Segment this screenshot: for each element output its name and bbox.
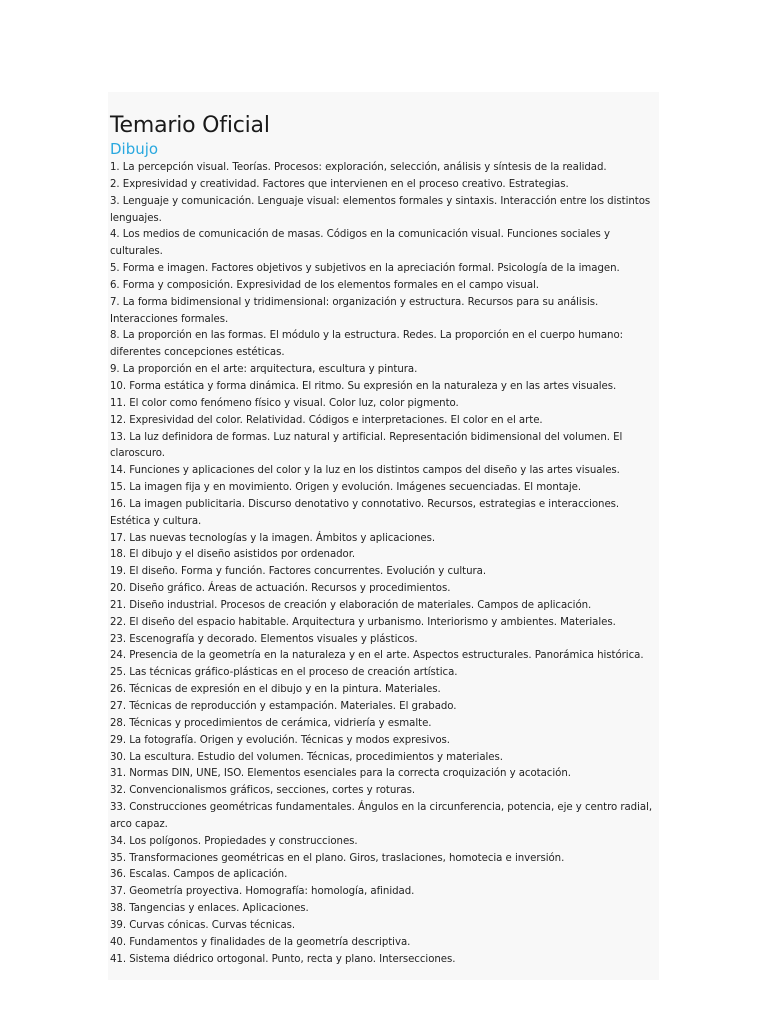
topic-item: 31. Normas DIN, UNE, ISO. Elementos esenciales para la correcta croquización y acotación. xyxy=(110,768,571,780)
topic-item: 21. Diseño industrial. Procesos de creación y elaboración de materiales. Campos de aplicación. xyxy=(110,599,592,611)
topic-item: 41. Sistema diédrico ortogonal. Punto, recta y plano. Intersecciones. xyxy=(110,953,456,965)
topic-item: 16. La imagen publicitaria. Discurso denotativo y connotativo. Recursos, estrategias e interacciones. Estética y cultura. xyxy=(110,498,620,527)
topic-item: 25. Las técnicas gráfico-plásticas en el proceso de creación artística. xyxy=(110,667,458,679)
document-subtitle: Dibujo xyxy=(110,140,159,158)
topic-item: 30. La escultura. Estudio del volumen. Técnicas, procedimientos y materiales. xyxy=(110,751,503,763)
topic-item: 34. Los polígonos. Propiedades y construcciones. xyxy=(110,835,358,847)
topic-item: 14. Funciones y aplicaciones del color y la luz en los distintos campos del diseño y las artes visuales. xyxy=(110,465,620,477)
topic-item: 6. Forma y composición. Expresividad de los elementos formales en el campo visual. xyxy=(110,279,539,291)
topic-item: 29. La fotografía. Origen y evolución. Técnicas y modos expresivos. xyxy=(110,734,450,746)
topic-item: 37. Geometría proyectiva. Homografía: homología, afinidad. xyxy=(110,886,415,898)
topic-item: 3. Lenguaje y comunicación. Lenguaje visual: elementos formales y sintaxis. Interacción entre los distintos lenguajes. xyxy=(110,195,651,224)
topic-item: 23. Escenografía y decorado. Elementos visuales y plásticos. xyxy=(110,633,418,645)
topic-item: 5. Forma e imagen. Factores objetivos y subjetivos en la apreciación formal. Psicología de la imagen. xyxy=(110,263,620,275)
topic-item: 4. Los medios de comunicación de masas. Códigos en la comunicación visual. Funciones sociales y culturales. xyxy=(110,229,610,258)
document-title: Temario Oficial xyxy=(110,113,270,138)
topic-item: 40. Fundamentos y finalidades de la geometría descriptiva. xyxy=(110,936,411,948)
topic-item: 11. El color como fenómeno físico y visual. Color luz, color pigmento. xyxy=(110,397,459,409)
topic-item: 17. Las nuevas tecnologías y la imagen. Ámbitos y aplicaciones. xyxy=(110,532,436,544)
topic-item: 7. La forma bidimensional y tridimensional: organización y estructura. Recursos para su análisis. Interacciones formales. xyxy=(110,296,599,325)
topic-item: 10. Forma estática y forma dinámica. El ritmo. Su expresión en la naturaleza y en las artes visuales. xyxy=(110,380,617,392)
topic-item: 38. Tangencias y enlaces. Aplicaciones. xyxy=(110,903,309,915)
topic-item: 22. El diseño del espacio habitable. Arquitectura y urbanismo. Interiorismo y ambientes. Materiales. xyxy=(110,616,616,628)
topic-item: 12. Expresividad del color. Relatividad. Códigos e interpretaciones. El color en el arte. xyxy=(110,414,543,426)
topic-item: 27. Técnicas de reproducción y estampación. Materiales. El grabado. xyxy=(110,701,457,712)
topic-item: 1. La percepción visual. Teorías. Procesos: exploración, selección, análisis y síntesis de la realidad. xyxy=(110,162,607,173)
topic-item: 2. Expresividad y creatividad. Factores que intervienen en el proceso creativo. Estrategias. xyxy=(110,178,569,190)
topic-item: 26. Técnicas de expresión en el dibujo y en la pintura. Materiales. xyxy=(110,684,441,696)
topic-item: 18. El dibujo y el diseño asistidos por ordenador. xyxy=(110,549,356,561)
topics-list xyxy=(110,160,659,969)
topic-item: 19. El diseño. Forma y función. Factores concurrentes. Evolución y cultura. xyxy=(110,566,487,578)
topic-item: 35. Transformaciones geométricas en el plano. Giros, traslaciones, homotecia e inversión. xyxy=(110,852,565,864)
topic-item: 9. La proporción en el arte: arquitectura, escultura y pintura. xyxy=(110,364,418,376)
topic-item: 39. Curvas cónicas. Curvas técnicas. xyxy=(110,919,296,931)
document-page xyxy=(108,92,659,980)
topic-item: 33. Construcciones geométricas fundamentales. Ángulos en la circunferencia, potencia, eje y centro radial, arco capaz. xyxy=(110,802,653,830)
topic-item: 15. La imagen fija y en movimiento. Origen y evolución. Imágenes secuenciadas. El montaje. xyxy=(110,482,582,494)
topic-item: 32. Convencionalismos gráficos, secciones, cortes y roturas. xyxy=(110,785,416,797)
topic-item: 20. Diseño gráfico. Áreas de actuación. Recursos y procedimientos. xyxy=(110,583,451,595)
topic-item: 13. La luz definidora de formas. Luz natural y artificial. Representación bidimensional del volumen. El claroscuro. xyxy=(110,431,623,460)
topic-item: 24. Presencia de la geometría en la naturaleza y en el arte. Aspectos estructurales. Panorámica histórica. xyxy=(110,650,644,662)
topic-item: 8. La proporción en las formas. El módulo y la estructura. Redes. La proporción en el cuerpo humano: diferentes concepciones estéticas. xyxy=(110,330,624,359)
topic-item: 28. Técnicas y procedimientos de cerámica, vidriería y esmalte. xyxy=(110,717,432,729)
topic-item: 36. Escalas. Campos de aplicación. xyxy=(110,869,288,881)
